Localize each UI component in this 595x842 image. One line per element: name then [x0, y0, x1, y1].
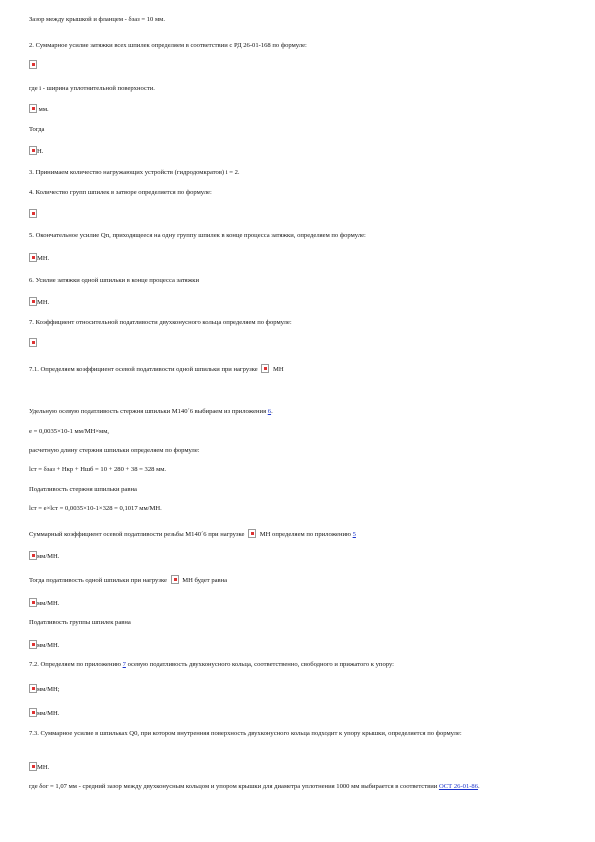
text-paragraph: 7.3. Суммарное усилие в шпильках Q0, при котором внутренняя поверхность двухконусного кольца подходит к упору крышки, определяется по формуле:	[29, 730, 462, 737]
unit-label: МН.	[37, 764, 50, 771]
text-line	[29, 529, 356, 539]
unit-label: МН.	[37, 255, 50, 262]
broken-image-icon	[29, 762, 37, 771]
formula-image-row	[29, 146, 43, 156]
text-segment: Суммарный коэффициент осевой податливости резьбы М140´6 при нагрузке	[29, 531, 245, 538]
formula-image-row	[29, 209, 37, 219]
formula-image-row	[29, 708, 59, 718]
broken-image-icon	[29, 598, 37, 607]
broken-image-icon	[29, 551, 37, 560]
text-segment: .	[478, 783, 480, 790]
text-line: 4. Количество групп шпилек в затворе определяется по формуле:	[29, 189, 212, 196]
text-line: Податливость стержня шпильки равна	[29, 486, 137, 493]
text-line: Тогда	[29, 126, 45, 133]
appendix-7-link[interactable]: 7	[122, 661, 126, 668]
text-segment: .	[271, 408, 273, 415]
broken-image-icon	[29, 640, 37, 649]
broken-image-icon	[29, 209, 37, 218]
formula-image-row	[29, 104, 49, 114]
appendix-6-link[interactable]: 6	[267, 408, 272, 415]
text-line: Податливость группы шпилек равна	[29, 619, 131, 626]
text-line: расчетную длину стержня шпильки определяем по формуле:	[29, 447, 200, 454]
text-paragraph	[29, 783, 549, 791]
text-line: Зазор между крышкой и фланцем - δзаз = 10 мм.	[29, 16, 165, 23]
text-line	[29, 575, 227, 585]
unit-label: мм.	[38, 106, 49, 113]
unit-label: МН	[273, 366, 284, 373]
formula-image-row	[29, 253, 49, 263]
broken-image-icon	[29, 60, 37, 69]
text-line	[29, 364, 284, 374]
broken-image-icon	[29, 297, 37, 306]
ost-standard-link[interactable]: ОСТ 26-01-86	[438, 783, 479, 790]
appendix-5-link[interactable]: 5	[352, 531, 356, 538]
text-line	[29, 661, 394, 669]
unit-label: МН.	[37, 299, 50, 306]
unit-label: мм/МН.	[37, 642, 60, 649]
text-line: 3. Принимаем количество нагружающих устройств (гидродомкратов) i = 2.	[29, 169, 240, 176]
unit-label: мм/МН;	[37, 686, 60, 693]
broken-image-icon	[29, 338, 37, 347]
formula-image-row	[29, 60, 37, 70]
text-segment: МН определяем по приложению	[259, 531, 351, 538]
formula-image-row	[29, 338, 37, 348]
text-segment: 7.2. Определяем по приложению	[29, 661, 121, 668]
unit-label: мм/МН.	[37, 553, 60, 560]
text-line: 7. Коэффициент относительной податливости двухконусного кольца определяем по формуле:	[29, 319, 292, 326]
text-segment: Удельную осевую податливость стержня шпильки М140´6 выбираем из приложения	[29, 408, 267, 415]
broken-image-icon	[29, 684, 37, 693]
text-line	[29, 408, 273, 416]
broken-image-icon	[29, 708, 37, 717]
text-segment: где δог = 1,07 мм - средний зазор между двухконусным кольцом и упором крышки для диаметра уплотнения 1000 мм выбирается в соответствии	[29, 783, 438, 790]
broken-image-icon	[171, 575, 179, 584]
broken-image-icon	[29, 104, 37, 113]
text-line: где i - ширина уплотнительной поверхности.	[29, 85, 155, 92]
text-segment: Тогда податливость одной шпильки при нагрузке	[29, 577, 167, 584]
unit-label: мм/МН.	[37, 710, 60, 717]
formula-image-row	[29, 762, 49, 772]
unit-label: мм/МН.	[37, 600, 60, 607]
unit-label: Н.	[37, 148, 44, 155]
broken-image-icon	[29, 253, 37, 262]
broken-image-icon	[29, 146, 37, 155]
formula-image-row	[29, 297, 49, 307]
text-line: 2. Суммарное усилие затяжки всех шпилек определяем в соответствии с РД 26-01-168 по формуле:	[29, 42, 307, 49]
text-line: 5. Окончательное усилие Qп, приходящееся на одну группу шпилек в конце процесса затяжки, определяем по формуле:	[29, 232, 366, 239]
text-line: 6. Усилие затяжки одной шпильки в конце процесса затяжки	[29, 277, 200, 284]
broken-image-icon	[248, 529, 256, 538]
text-segment: 7.1. Определяем коэффициент осевой податливости одной шпильки при нагрузке	[29, 366, 258, 373]
text-line: lст = e×lст = 0,0035×10-1×328 = 0,1017 мм/МН.	[29, 505, 162, 512]
formula-image-row	[29, 551, 59, 561]
text-segment: осевую податливость двухконусного кольца, соответственно, свободного и прижатого к упору:	[127, 661, 394, 668]
text-line: e = 0,0035×10-1 мм/МН×мм,	[29, 428, 110, 435]
text-segment: МН будет равна	[182, 577, 228, 584]
text-line: lст = δзаз + Hкр + Hшб = 10 + 280 + 38 = 328 мм.	[29, 466, 167, 473]
formula-image-row	[29, 640, 59, 650]
formula-image-row	[29, 684, 60, 694]
formula-image-row	[29, 598, 59, 608]
broken-image-icon	[261, 364, 269, 373]
